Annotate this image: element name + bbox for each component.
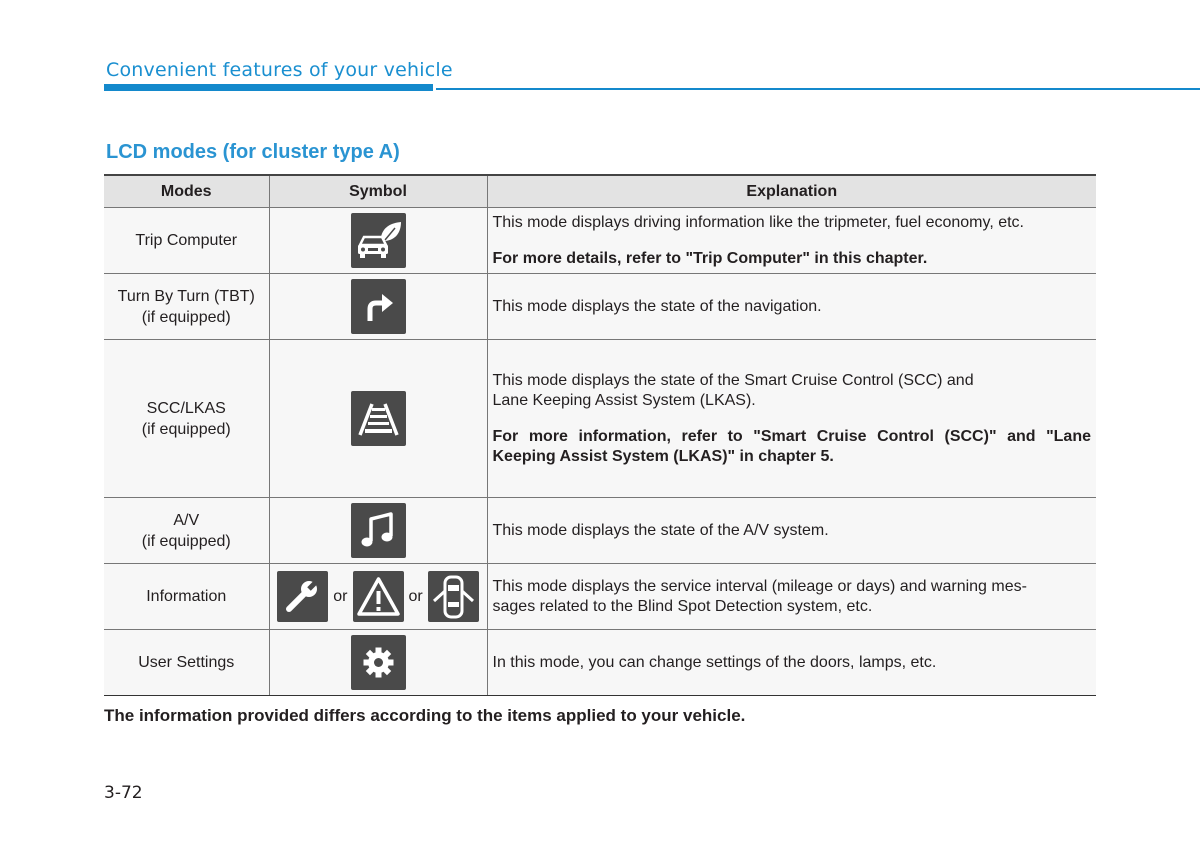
car-doors-icon (428, 571, 479, 622)
explanation-cell (487, 564, 1096, 630)
explanation-text: In this mode, you can change settings of the doors, lamps, etc. (492, 653, 937, 671)
mode-cell (104, 630, 269, 696)
table-row (104, 564, 1096, 630)
explanation-reference: For more information, refer to "Smart Cruise Control (SCC)" and "Lane Keeping Assist System (LKAS)" in chapter 5. (492, 427, 1091, 465)
mode-name: Trip Computer (135, 232, 238, 249)
mode-qualifier: (if equipped) (141, 308, 231, 326)
mode-cell (104, 340, 269, 498)
symbol-cell (269, 274, 487, 340)
explanation-cell (487, 208, 1096, 274)
header-rule-thin (436, 88, 1200, 90)
mode-qualifier: (if equipped) (141, 532, 231, 550)
table-row (104, 630, 1096, 696)
mode-qualifier: (if equipped) (141, 420, 231, 438)
mode-name: Turn By Turn (TBT) (117, 287, 255, 305)
explanation-text: This mode displays the state of the Smart Cruise Control (SCC) and (492, 371, 974, 389)
symbol-cell (269, 630, 487, 696)
page-number: 3-72 (104, 783, 143, 803)
music-note-icon (351, 503, 406, 558)
or-separator: or (408, 587, 423, 605)
column-header-explanation: Explanation (487, 175, 1096, 208)
explanation-text: This mode displays driving information like the tripmeter, fuel economy, etc. (492, 213, 1024, 231)
mode-name: A/V (173, 511, 200, 529)
symbol-cell (269, 208, 487, 274)
table-row (104, 498, 1096, 564)
page-heading: LCD modes (for cluster type A) (106, 141, 400, 163)
trip-computer-icon (351, 213, 406, 268)
column-header-symbol: Symbol (269, 175, 487, 208)
mode-name: Information (146, 588, 227, 605)
wrench-icon (277, 571, 328, 622)
table-row (104, 208, 1096, 274)
explanation-text-cont: sages related to the Blind Spot Detection system, etc. (492, 597, 873, 615)
header-rule-thick (104, 84, 433, 91)
explanation-cell (487, 630, 1096, 696)
explanation-cell (487, 340, 1096, 498)
mode-name: SCC/LKAS (146, 399, 226, 417)
gear-icon (351, 635, 406, 690)
mode-name: User Settings (138, 654, 235, 671)
mode-cell (104, 564, 269, 630)
warning-icon (353, 571, 404, 622)
symbol-cell (269, 498, 487, 564)
section-title: Convenient features of your vehicle (106, 59, 453, 81)
table-row (104, 274, 1096, 340)
symbol-cell (269, 564, 487, 630)
mode-cell (104, 498, 269, 564)
explanation-cell (487, 274, 1096, 340)
column-header-modes: Modes (104, 175, 269, 208)
table-row (104, 340, 1096, 498)
lcd-modes-table (104, 174, 1096, 696)
symbol-cell (269, 340, 487, 498)
mode-cell (104, 208, 269, 274)
explanation-reference: For more details, refer to "Trip Computer" in this chapter. (492, 249, 928, 267)
turn-arrow-icon (351, 279, 406, 334)
explanation-text-cont: Lane Keeping Assist System (LKAS). (492, 391, 756, 409)
explanation-text: This mode displays the service interval (mileage or days) and warning mes- (492, 577, 1027, 595)
footnote: The information provided differs according to the items applied to your vehicle. (104, 706, 746, 725)
mode-cell (104, 274, 269, 340)
table-header-row (104, 175, 1096, 208)
or-separator: or (333, 587, 348, 605)
lane-icon (351, 391, 406, 446)
explanation-text: This mode displays the state of the navigation. (492, 297, 822, 315)
explanation-text: This mode displays the state of the A/V system. (492, 521, 829, 539)
explanation-cell (487, 498, 1096, 564)
